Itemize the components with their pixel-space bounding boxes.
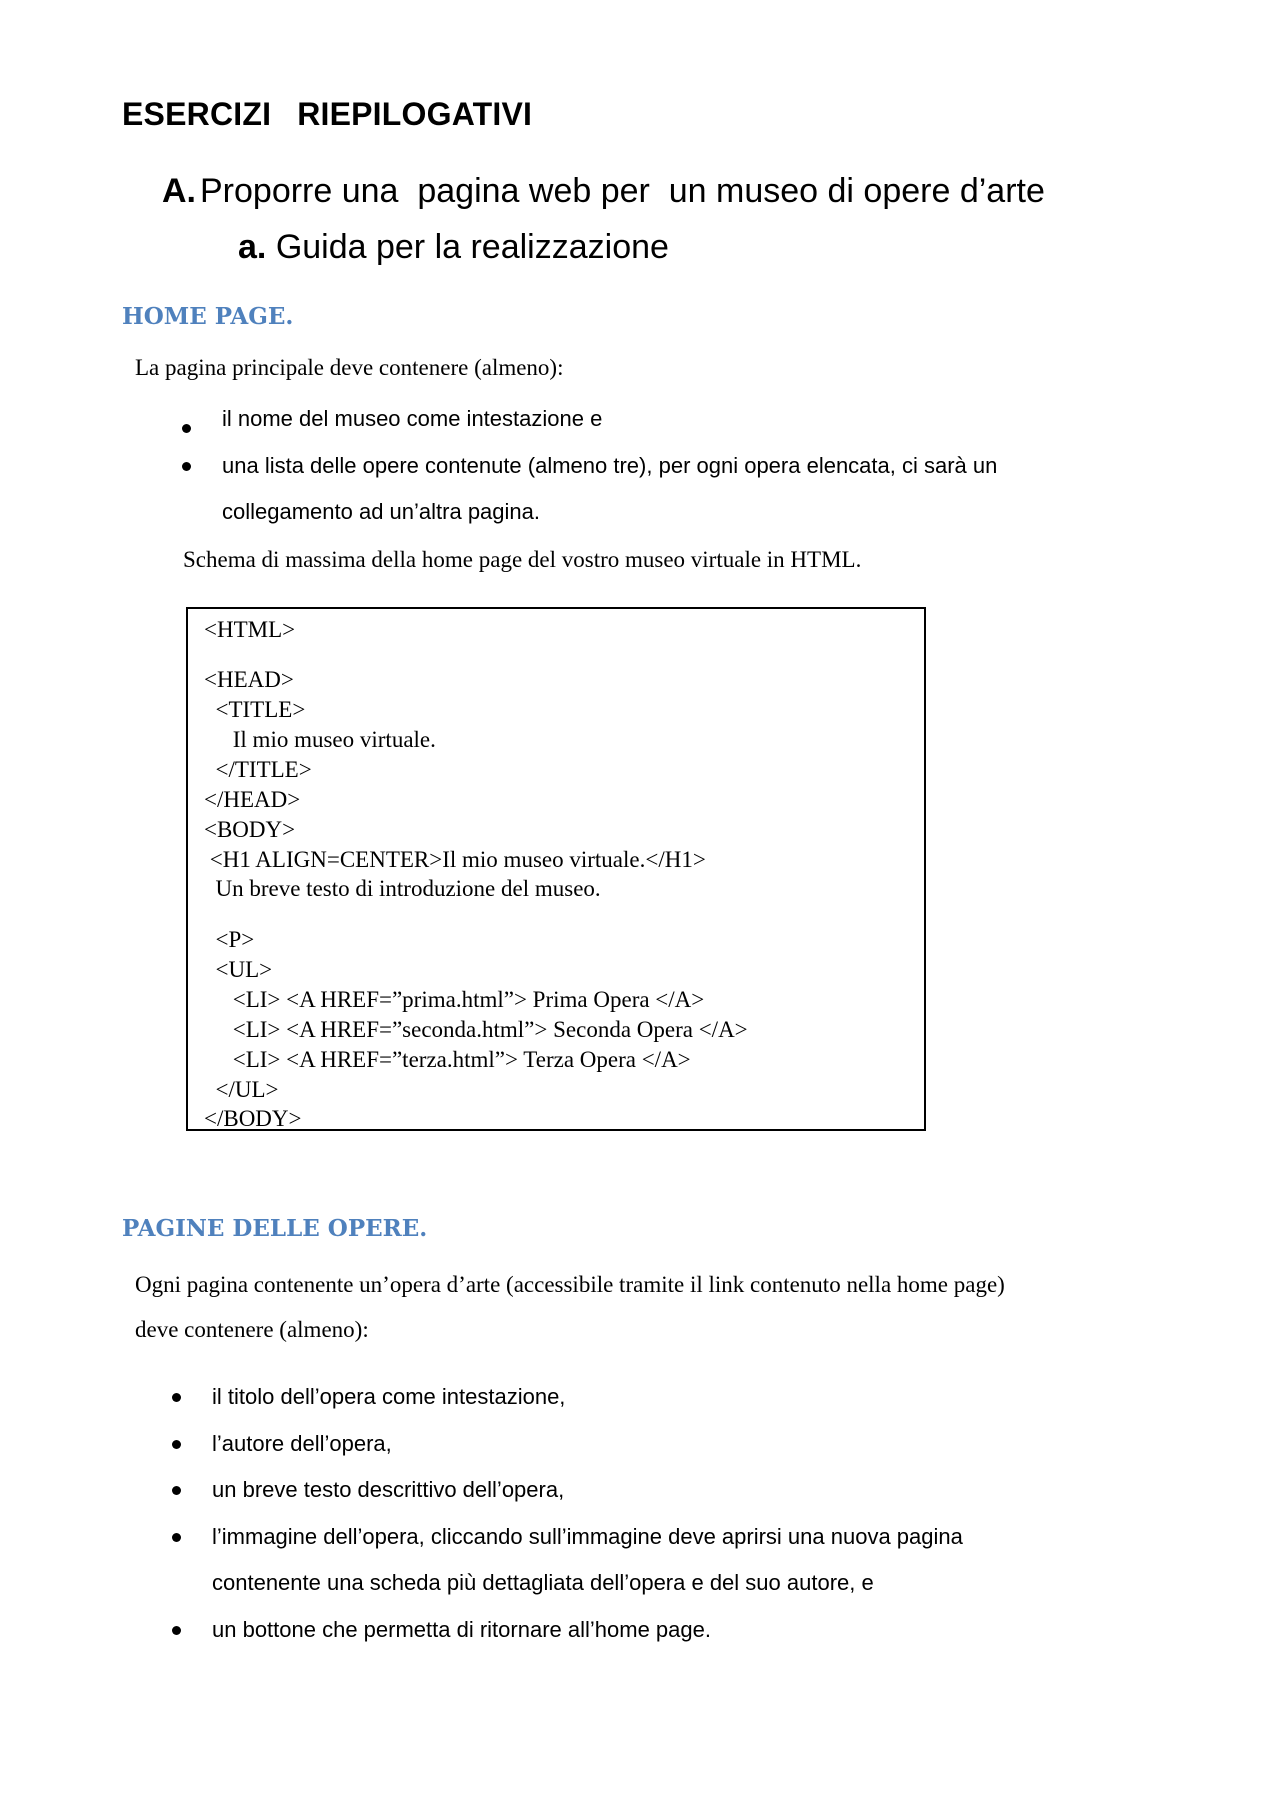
home-page-intro: La pagina principale deve contenere (almeno): [135,355,564,380]
code-line: </BODY> [204,1106,302,1131]
title-word-2: RIEPILOGATIVI [297,96,533,132]
opere-bullet-4-text-cont: contenente una scheda più dettagliata dell’opera e del suo autore, e [212,1570,874,1595]
section-a-marker: A. [162,172,196,210]
subsection-a-marker: a. [238,228,267,266]
home-page-heading: HOME PAGE. [122,303,294,330]
opere-bullet-4-text: l’immagine dell’opera, cliccando sull’immagine deve aprirsi una nuova pagina [212,1524,963,1549]
opere-intro-line-1: Ogni pagina contenente un’opera d’arte (accessibile tramite il link contenuto nella home page) [135,1272,1005,1297]
bullet-dot [172,1533,181,1542]
subsection-a-heading [238,228,669,267]
code-line: </HEAD> [204,787,301,812]
opere-intro-line-2: deve contenere (almeno): [135,1317,369,1342]
section-a-text: Proporre una pagina web per un museo di opere d’arte [200,172,1045,210]
opere-page-heading: PAGINE DELLE OPERE. [122,1215,428,1242]
page-title [122,96,532,133]
bullet-dot [172,1626,181,1635]
code-line: </TITLE> [204,757,312,782]
home-bullet-2-text: una lista delle opere contenute (almeno tre), per ogni opera elencata, ci sarà un [222,453,998,478]
opere-bullet-3-text: un breve testo descrittivo dell’opera, [212,1477,565,1502]
code-line: <LI> <A HREF=”prima.html”> Prima Opera </A> [204,987,705,1012]
subsection-a-text: Guida per la realizzazione [275,228,669,266]
code-line: Il mio museo virtuale. [204,727,436,752]
code-line: <LI> <A HREF=”terza.html”> Terza Opera </A> [204,1047,691,1072]
code-line: <H1 ALIGN=CENTER>Il mio museo virtuale.</H1> [204,847,706,872]
code-line: <LI> <A HREF=”seconda.html”> Seconda Opera </A> [204,1017,748,1042]
home-bullet-2-text-cont: collegamento ad un’altra pagina. [222,499,541,524]
bullet-dot [182,424,191,433]
bullet-dot [182,462,191,471]
opere-bullet-5-text: un bottone che permetta di ritornare all’home page. [212,1617,711,1642]
code-line: <TITLE> [204,697,306,722]
home-bullet-1-text: il nome del museo come intestazione e [222,406,603,431]
code-line: Un breve testo di introduzione del museo. [204,876,601,901]
html-code-box [186,607,926,1131]
opere-bullet-1-text: il titolo dell’opera come intestazione, [212,1384,566,1409]
bullet-dot [172,1440,181,1449]
bullet-dot [172,1393,181,1402]
opere-bullet-2-text: l’autore dell’opera, [212,1431,392,1456]
code-line: <UL> [204,957,273,982]
code-line: <HTML> [204,617,296,642]
title-word-1: ESERCIZI [122,96,272,132]
code-line: </UL> [204,1077,279,1102]
schema-caption: Schema di massima della home page del vostro museo virtuale in HTML. [183,547,862,572]
bullet-dot [172,1486,181,1495]
section-a-heading [162,172,1045,211]
code-line: <BODY> [204,817,296,842]
code-line: <HEAD> [204,667,294,692]
code-line: <P> [204,927,255,952]
